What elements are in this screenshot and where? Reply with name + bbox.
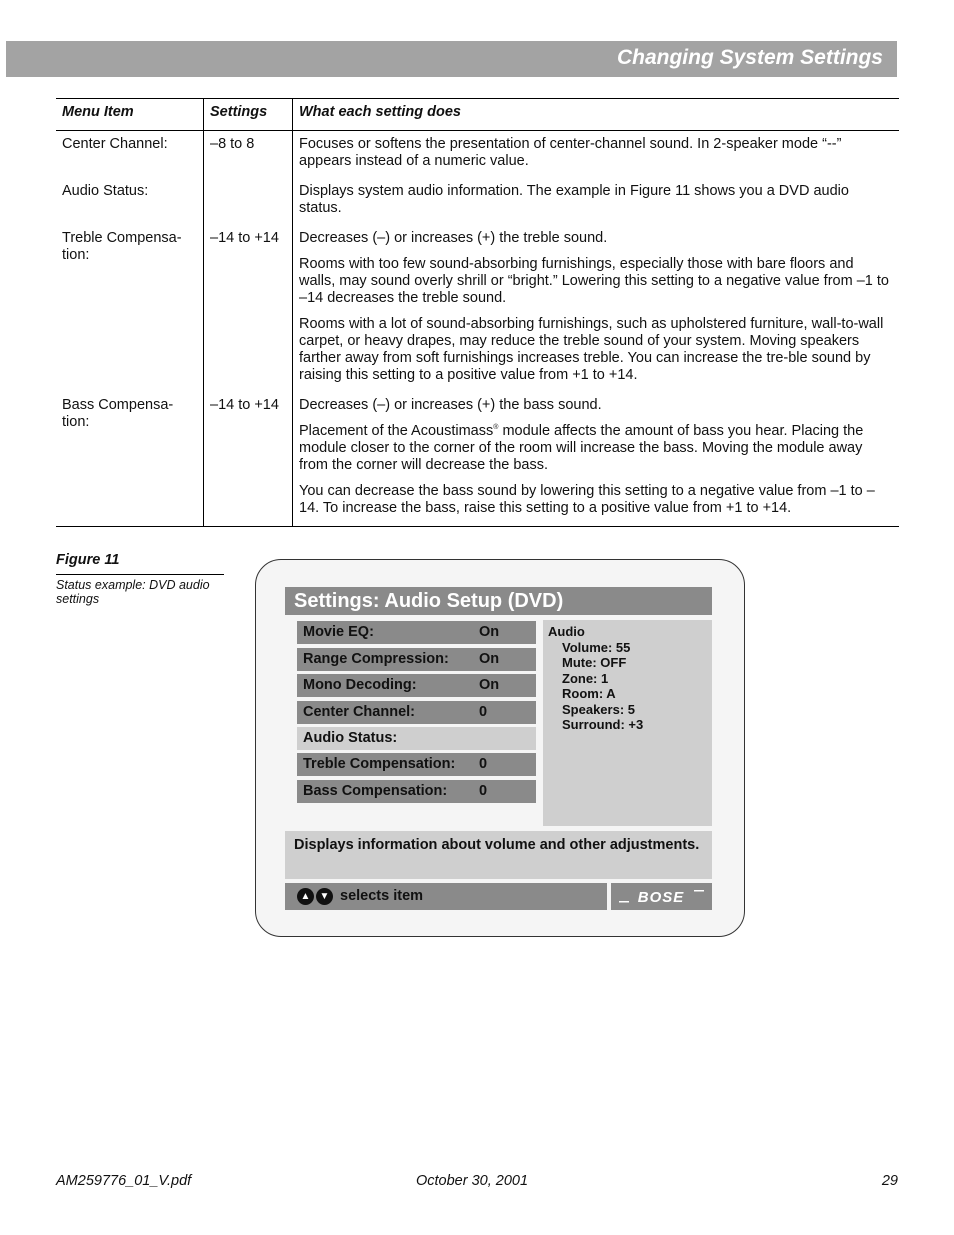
audio-info-panel: [543, 620, 712, 826]
menu-row-bass-compensation[interactable]: [297, 780, 536, 803]
navigation-hint-bar: [285, 883, 607, 910]
info-line: Room: A: [562, 686, 616, 701]
screen-title: Settings: Audio Setup (DVD): [285, 587, 712, 615]
table-row: [56, 131, 899, 174]
description-paragraph: Decreases (–) or increases (+) the bass sound.: [299, 397, 602, 413]
settings-cell: –14 to +14: [204, 387, 293, 527]
footer-filename: AM259776_01_V.pdf: [56, 1173, 192, 1189]
footer-page-number: 29: [881, 1173, 898, 1189]
menu-row-label: Bass Compensation:: [303, 783, 448, 799]
description-paragraph: Rooms with a lot of sound-absorbing furnishings, such as upholstered furniture, wall-to-wall carpet, or heavy drapes, may reduce the treble sound of your system. Moving speakers farther away from soft furnishings increases treble. You can increase the tre-ble sound by raising this setting to a positive value from +1 to +14.: [299, 316, 884, 383]
description-cell: [293, 131, 900, 174]
column-header-settings: Settings: [204, 99, 293, 131]
down-arrow-icon[interactable]: ▼: [316, 888, 333, 905]
description-paragraph: Focuses or softens the presentation of center-channel sound. In 2-speaker mode “--” appears instead of a numeric value.: [299, 136, 842, 169]
info-heading: Audio: [548, 624, 585, 639]
menu-item-cell: Treble Compensa-tion:: [62, 230, 182, 263]
up-arrow-icon[interactable]: ▲: [297, 888, 314, 905]
menu-row-mono-decoding[interactable]: [297, 674, 536, 697]
column-header-description: What each setting does: [293, 99, 900, 131]
settings-table: [56, 98, 899, 527]
logo-box: [611, 883, 712, 910]
info-line: Zone: 1: [562, 670, 609, 686]
menu-row-value: 0: [479, 756, 488, 772]
menu-row-movie-eq[interactable]: [297, 621, 536, 644]
menu-row-audio-status[interactable]: [297, 727, 536, 750]
registered-mark: ®: [493, 424, 499, 432]
menu-row-value: 0: [479, 783, 488, 799]
menu-row-label: Mono Decoding:: [303, 677, 417, 693]
settings-cell: [204, 173, 293, 220]
logo-text: BOSE: [637, 889, 685, 906]
info-line: Speakers: 5: [562, 701, 635, 717]
menu-row-label: Audio Status:: [303, 730, 398, 746]
header-bar: [6, 41, 897, 77]
navigation-hint-text: selects item: [340, 888, 424, 904]
description-bar: Displays information about volume and other adjustments.: [285, 831, 712, 879]
menu-row-center-channel[interactable]: [297, 701, 536, 724]
description-cell: [293, 220, 900, 387]
description-paragraph: Displays system audio information. The example in Figure 11 shows you a DVD audio status.: [299, 183, 849, 216]
menu-item-cell: Bass Compensa-tion:: [56, 387, 204, 527]
settings-cell: –8 to 8: [204, 131, 293, 174]
info-line: Surround: +3: [562, 717, 644, 732]
settings-cell: –14 to +14: [204, 220, 293, 387]
description-cell: [293, 173, 900, 220]
menu-row-label: Movie EQ:: [303, 624, 374, 640]
tv-screen-figure: [255, 559, 745, 937]
table-row: [56, 387, 899, 527]
menu-item-cell: Center Channel:: [62, 136, 168, 152]
menu-row-value: On: [479, 651, 500, 667]
info-line: Volume: 55: [562, 639, 631, 655]
placement-text-start: Placement of the Acoustimass: [299, 423, 494, 439]
bose-logo-icon: [617, 887, 706, 906]
footer-date: October 30, 2001: [416, 1173, 529, 1189]
menu-row-label: Center Channel:: [303, 704, 415, 720]
page-title: Changing System Settings: [616, 46, 883, 69]
menu-row-value: On: [479, 677, 500, 693]
menu-row-range-compression[interactable]: [297, 648, 536, 671]
info-line: Mute: OFF: [562, 655, 627, 670]
table-header-row: [56, 99, 899, 131]
menu-row-value: On: [479, 624, 500, 640]
menu-row-treble-compensation[interactable]: [297, 753, 536, 776]
figure-divider: [56, 574, 224, 575]
table-row: [56, 220, 899, 387]
description-paragraph: You can decrease the bass sound by lowering this setting to a negative value from –1 to –14. To increase the bass, raise this setting to a positive value from +1 to +14.: [299, 483, 875, 516]
menu-row-label: Range Compression:: [303, 651, 449, 667]
menu-row-label: Treble Compensation:: [303, 756, 456, 772]
description-paragraph: [299, 423, 893, 474]
figure-caption: Status example: DVD audio settings: [56, 578, 210, 606]
placement-text-end: module affects the amount of bass you hear. Placing the module closer to the corner of the room will increase the bass. Moving the module away from the corner will decrease the bass.: [299, 423, 864, 473]
arrow-buttons: [297, 888, 335, 915]
column-header-menu-item: Menu Item: [56, 99, 204, 131]
description-paragraph: Rooms with too few sound-absorbing furnishings, especially those with bare floors and walls, may sound overly shrill or “bright.” Lowering this setting to a negative value from –1 to –14 decreases the treble sound.: [299, 256, 889, 306]
description-paragraph: Decreases (–) or increases (+) the treble sound.: [299, 230, 608, 246]
figure-label: Figure 11: [56, 552, 120, 568]
menu-item-cell: Audio Status:: [62, 183, 149, 199]
table-row: [56, 173, 899, 220]
description-cell: [293, 387, 900, 527]
menu-row-value: 0: [479, 704, 488, 720]
